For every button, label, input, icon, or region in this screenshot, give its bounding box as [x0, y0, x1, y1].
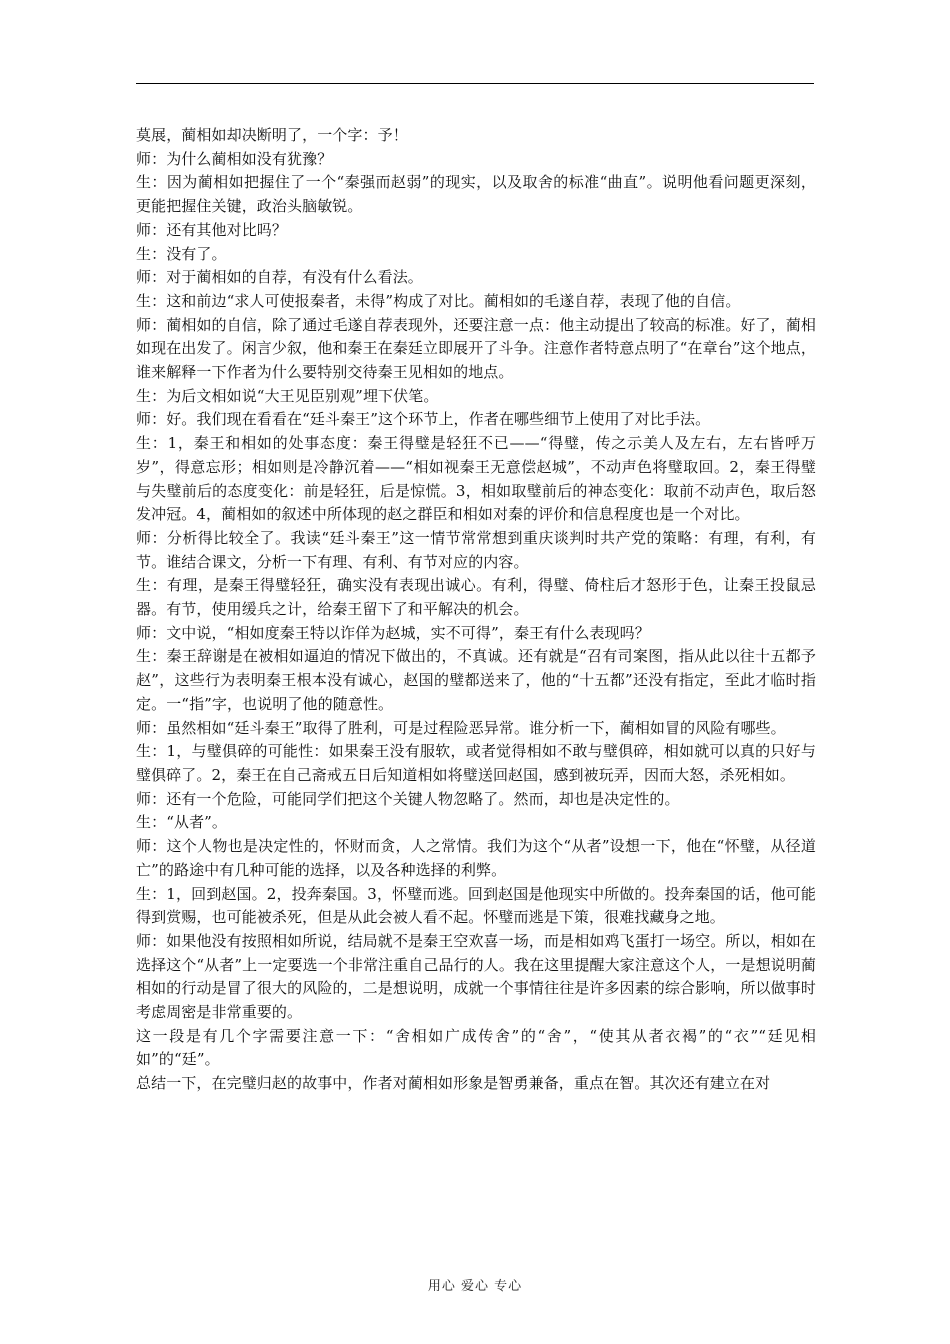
paragraph: 师：还有其他对比吗？: [136, 220, 288, 239]
paragraph: 师：蔺相如的自信，除了通过毛遂自荐表现外，还要注意一点：他主动提出了较高的标准。好了，蔺相如现在出发了。闲言少叙，他和秦王在秦廷立即展开了斗争。注意作者特意点明了“在章台”这个地点，谁来解释一下作者为什么要特别交待秦王见相如的地点。: [136, 315, 816, 382]
header-rule: [136, 83, 814, 84]
paragraph: 生：1，与璧俱碎的可能性：如果秦王没有服软，或者觉得相如不敢与璧俱碎，相如就可以真的只好与璧俱碎了。2，秦王在自己斋戒五日后知道相如将璧送回赵国，感到被玩弄，因而大怒，杀死相如。: [136, 742, 816, 784]
paragraph: 生：“从者”。: [136, 813, 228, 832]
paragraph: 师：这个人物也是决定性的，怀财而贪，人之常情。我们为这个“从者”设想一下，他在“怀璧，从径道亡”的路途中有几种可能的选择，以及各种选择的利弊。: [136, 837, 816, 879]
paragraph: 师：对于蔺相如的自荐，有没有什么看法。: [136, 268, 423, 287]
paragraph: 生：秦王辞谢是在被相如逼迫的情况下做出的，不真诚。还有就是“召有司案图，指从此以往十五都予赵”，这些行为表明秦王根本没有诚心，赵国的璧都送来了，他的“十五都”还没有指定，至此才临时指定。一“指”字，也说明了他的随意性。: [136, 647, 816, 713]
paragraph: 师：好。我们现在看看在“廷斗秦王”这个环节上，作者在哪些细节上使用了对比手法。: [136, 410, 711, 429]
paragraph: 生：因为蔺相如把握住了一个“秦强而赵弱”的现实，以及取舍的标准“曲直”。说明他看问题更深刻，更能把握住关键，政治头脑敏锐。: [136, 173, 816, 216]
paragraph: 生：这和前边“求人可使报秦者，未得”构成了对比。蔺相如的毛遂自荐，表现了他的自信。: [136, 291, 741, 310]
paragraph: 这一段是有几个字需要注意一下：“舍相如广成传舍”的“舍”，“使其从者衣褐”的“衣”“廷见相如”的“廷”。: [136, 1026, 816, 1069]
paragraph: 生：有理，是秦王得璧轻狂，确实没有表现出诚心。有利，得璧、倚柱后才怒形于色，让秦王投鼠忌器。有节，使用缓兵之计，给秦王留下了和平解决的机会。: [136, 576, 816, 619]
page-footer: 用心 爱心 专心: [427, 1279, 523, 1294]
paragraph: 师：分析得比较全了。我读“廷斗秦王”这一情节常常想到重庆谈判时共产党的策略：有理，有利，有节。谁结合课文，分析一下有理、有利、有节对应的内容。: [136, 528, 816, 571]
paragraph: 师：虽然相如“廷斗秦王”取得了胜利，可是过程险恶异常。谁分析一下，蔺相如冒的风险有哪些。: [136, 718, 786, 737]
paragraph: 师：为什么蔺相如没有犹豫？: [136, 149, 333, 168]
paragraph: 莫展，蔺相如却决断明了，一个字：予！: [136, 126, 408, 144]
paragraph: 师：如果他没有按照相如所说，结局就不是秦王空欢喜一场，而是相如鸡飞蛋打一场空。所以，相如在选择这个“从者”上一定要选一个非常注重自己品行的人。我在这里提醒大家注意这个人，一是想说明蔺相如的行动是冒了很大的风险的，二是想说明，成就一个事情往往是许多因素的综合影响，所以做事时考虑周密是非常重要的。: [136, 931, 816, 1022]
paragraph: 师：还有一个危险，可能同学们把这个关键人物忽略了。然而，却也是决定性的。: [136, 789, 680, 808]
paragraph: 生：为后文相如说“大王见臣别观”埋下伏笔。: [136, 386, 439, 405]
paragraph: 总结一下，在完璧归赵的故事中，作者对蔺相如形象是智勇兼备，重点在智。其次还有建立在对: [136, 1074, 771, 1093]
paragraph: 生：1，回到赵国。2，投奔秦国。3，怀璧而逃。回到赵国是他现实中所做的。投奔秦国的话，他可能得到赏赐，也可能被杀死，但是从此会被人看不起。怀璧而逃是下策，很难找藏身之地。: [136, 884, 816, 927]
paragraph: 师：文中说，“相如度秦王特以诈佯为赵城，实不可得”，秦王有什么表现吗？: [136, 623, 650, 642]
document-body: [136, 124, 816, 1096]
paragraph: 生：没有了。: [136, 244, 227, 263]
paragraph: 生：1，秦王和相如的处事态度：秦王得璧是轻狂不已——“得璧，传之示美人及左右，左右皆呼万岁”，得意忘形；相如则是冷静沉着——“相如视秦王无意偿赵城”，不动声色将璧取回。2，秦王得璧与失璧前后的态度变化：前是轻狂，后是惊慌。3，相如取璧前后的神态变化：取前不动声色，取后怒发冲冠。4，蔺相如的叙述中所体现的赵之群臣和相如对秦的评价和信息程度也是一个对比。: [136, 434, 816, 524]
